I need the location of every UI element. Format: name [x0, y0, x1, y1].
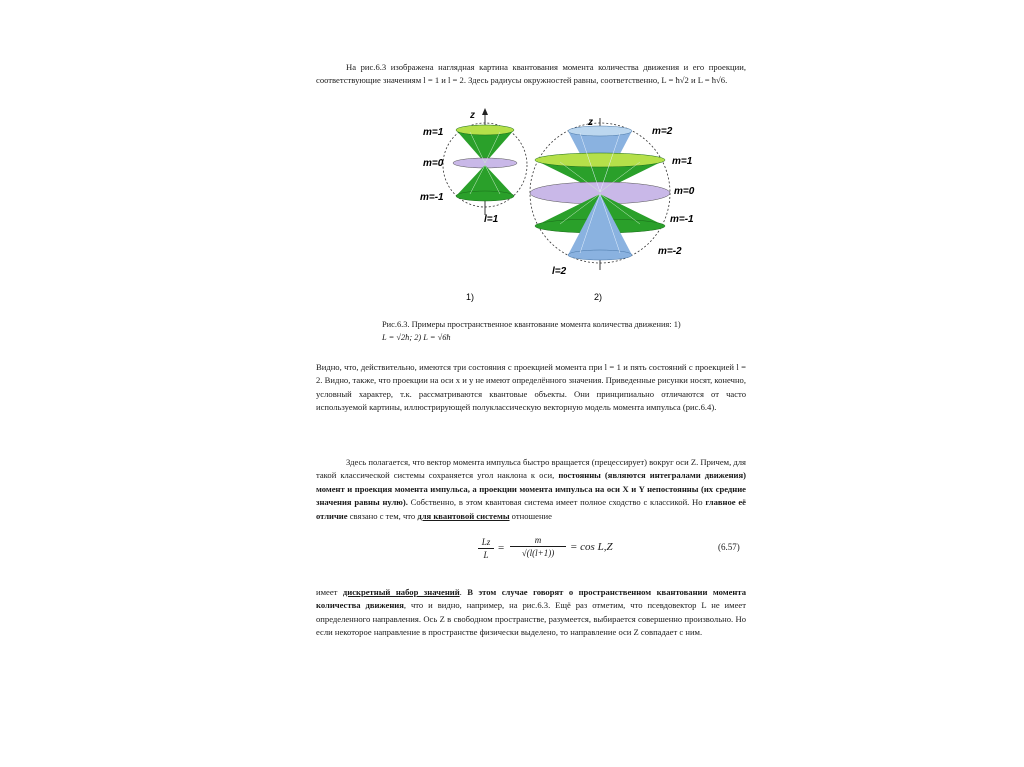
quantization-figure — [0, 0, 1024, 310]
formula-rhs: = cos L,Z — [570, 541, 613, 553]
caption-line-2: L = √2ħ; 2) L = √6ħ — [382, 333, 451, 342]
paragraph-intro: На рис.6.3 изображена наглядная картина квантования момента количества движения и его проекции, соответствующие значениям l = 1 и l = 2. Здесь радиусы окружностей равны, соответственно, L = ħ√2 и L = ħ√6. — [316, 61, 746, 86]
figure-caption — [382, 318, 762, 344]
cone-m1-l1-cap — [456, 125, 514, 135]
p4-text-2: . — [459, 586, 468, 597]
paragraph-observation: Видно, что, действительно, имеются три состояния с проекцией момента при l = 1 и пять состояний с проекцией l = 2. Видно, также, что проекции на оси x и y не имеют определённого значения. Приведенные рисунки носят, конечно, условный характер, т.к. рассматриваются квантовые объекты. Они принципиально отличаются от часто используемой картины, иллюстрирующей полуклассическую векторную модель момента импульса (рис.6.4). — [316, 361, 746, 413]
frac1-den: L — [483, 550, 489, 560]
axis-label-l1: z — [470, 110, 475, 121]
m-label-l2-3: m=-1 — [670, 214, 694, 225]
frac2-den: √(l(l+1)) — [521, 548, 555, 558]
m-label-l2-0: m=2 — [652, 126, 673, 137]
p3-text-2: Собственно, в этом квантовая система имеет полное сходство с классикой. Но — [407, 497, 706, 508]
m-label-l2-4: m=-2 — [658, 246, 682, 257]
paragraph-precession — [316, 456, 746, 524]
p4-text-1: имеет — [316, 586, 343, 597]
m-label-l2-1: m=1 — [672, 156, 693, 167]
cone-m2-l2-cap — [568, 126, 632, 136]
p3-text-3: связано с тем, что — [347, 510, 418, 521]
formula-frac-1 — [478, 536, 494, 561]
caption-line-1: Рис.6.3. Примеры пространственное квантование момента количества движения: 1) — [382, 320, 681, 329]
formula-number: (6.57) — [718, 542, 740, 552]
p3-text-1: Здесь полагается, что вектор момента импульса быстро вращается (прецессирует) вокруг оси Z. Причем, для такой классической системы сохраняется угол наклона к оси, — [316, 456, 746, 481]
cone-m-1-l1-cap — [456, 191, 514, 201]
figure-l2 — [530, 117, 695, 277]
sub-label-1: 1) — [466, 292, 475, 302]
axis-label-l2: z — [588, 117, 593, 128]
formula-6-57 — [478, 532, 748, 568]
l-label-l1: l=1 — [484, 214, 499, 225]
formula-frac-2 — [510, 534, 566, 559]
formula-eq: = — [498, 542, 505, 554]
figure-l1 — [420, 108, 527, 225]
m-label-l1-2: m=-1 — [420, 192, 444, 203]
p3-text-4: отношение — [509, 510, 552, 521]
sub-label-2: 2) — [594, 292, 603, 302]
axis-arrow-l1 — [482, 108, 488, 115]
cone-m-2-l2-cap — [568, 250, 632, 260]
m-label-l1-1: m=0 — [423, 158, 444, 169]
p3-bold-2: главное её отличие — [316, 497, 746, 521]
l-label-l2: l=2 — [552, 266, 567, 277]
p4-text-3: , что и видно, например, на рис.6.3. Ещё раз отметим, что псевдовектор L не имеет определенного направления. Ось Z в свободном пространстве, разумеется, выбирается совершенно произвольно. Но если некоторое направление в пространстве физически выделено, то направление оси Z совпадает с ним. — [316, 600, 746, 638]
paragraph-discrete — [316, 586, 746, 640]
frac2-num: m — [510, 534, 566, 547]
frac1-num: Lz — [478, 536, 494, 549]
p4-bold-1: дискретный набор значений — [342, 586, 460, 597]
p3-bold-3: для квантовой системы — [417, 510, 510, 521]
p4-bold-2: В этом случае говорят о пространственном квантовании момента количества движения — [316, 586, 747, 611]
m-label-l1-0: m=1 — [423, 127, 444, 138]
p3-bold-1: постоянны (являются интегралами движения) момент и проекция момента импульса, а проекции момента импульса на оси X и Y непостоянны (их средние значения равны нулю). — [316, 470, 747, 508]
cone-m1-l2-cap — [535, 153, 665, 167]
m-label-l2-2: m=0 — [674, 186, 695, 197]
